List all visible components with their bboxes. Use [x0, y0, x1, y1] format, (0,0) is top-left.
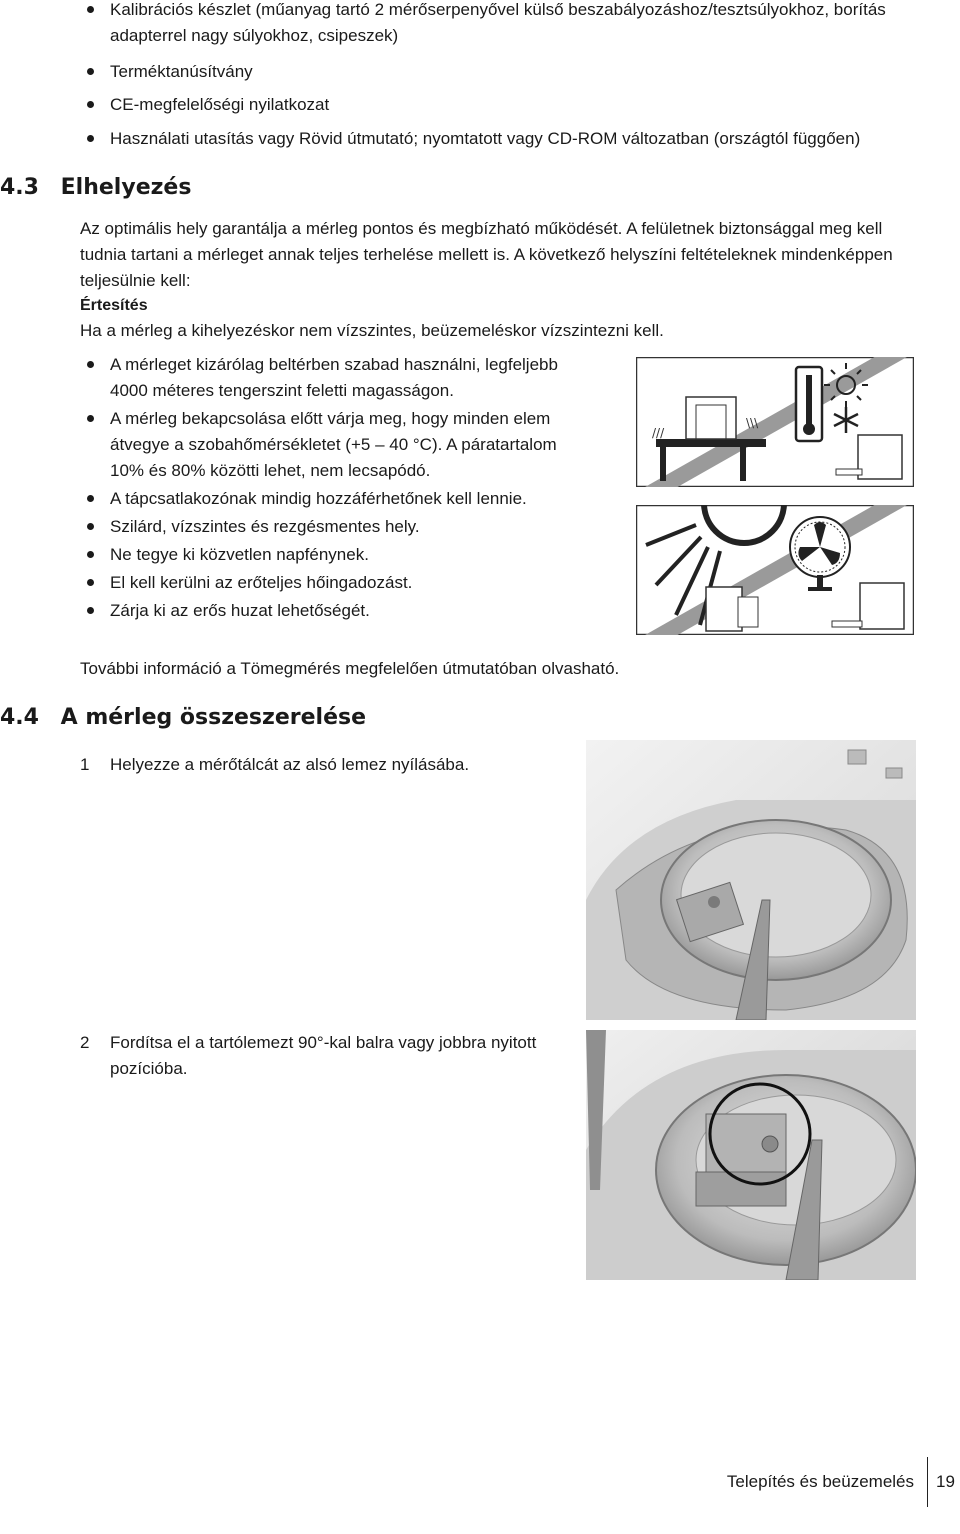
list-item: A mérleg bekapcsolása előtt várja meg, hogy minden elem átvegye a szobahőmérsékletet (+5 – 40 °C). A páratartalom 10% és 80% közötti lehet, nem lecsapódó. [110, 406, 585, 484]
section-number: 4.4 [0, 705, 39, 730]
list-item: Ne tegye ki közvetlen napfénynek. [110, 542, 585, 568]
section-title: A mérleg összeszerelése [60, 705, 367, 730]
footer-divider [927, 1457, 928, 1507]
accessories-list [110, 0, 940, 152]
section-title: Elhelyezés [60, 175, 192, 200]
list-item: Terméktanúsítvány [110, 59, 940, 85]
notice-title: Értesítés [80, 297, 148, 314]
intro-paragraph: Az optimális hely garantálja a mérleg pontos és megbízható működését. A felületnek biztonsággal meg kell tudnia tartani a mérleget annak teljes terhelése mellett is. A következő helyszíni feltételeknek mindenképpen teljesülnie kell: [80, 219, 893, 290]
holder-plate-rotation-photo [586, 1030, 916, 1280]
list-item: El kell kerülni az erőteljes hőingadozást. [110, 570, 585, 596]
weighing-pan-photo [586, 740, 916, 1020]
step-number: 2 [80, 1033, 90, 1052]
list-item: Szilárd, vízszintes és rezgésmentes hely. [110, 514, 585, 540]
notice-text: Ha a mérleg a kihelyezéskor nem vízszintes, beüzemeléskor vízszintezni kell. [80, 321, 664, 340]
step-text: Fordítsa el a tartólemezt 90°-kal balra vagy jobbra nyitott pozícióba. [110, 1033, 537, 1078]
placement-conditions-list [110, 352, 585, 624]
list-item: Használati utasítás vagy Rövid útmutató; nyomtatott vagy CD-ROM változatban (országtól függően) [110, 126, 940, 152]
svg-text:///: /// [652, 426, 665, 440]
svg-text:\\\: \\\ [746, 416, 759, 430]
vibration-temperature-illustration [636, 357, 914, 487]
section-number: 4.3 [0, 175, 39, 200]
step-number: 1 [80, 755, 90, 774]
list-item: Zárja ki az erős huzat lehetőségét. [110, 598, 585, 624]
section-heading-4-4 [0, 704, 500, 732]
list-item: A mérleget kizárólag beltérben szabad használni, legfeljebb 4000 méteres tengerszint feletti magasságon. [110, 352, 585, 404]
list-item: A tápcsatlakozónak mindig hozzáférhetőnek kell lennie. [110, 486, 585, 512]
more-info-text: További információ a Tömegmérés megfelelően útmutatóban olvasható. [80, 659, 620, 678]
sunlight-draft-illustration [636, 505, 914, 635]
page-number: 19 [936, 1472, 955, 1491]
step-text: Helyezze a mérőtálcát az alsó lemez nyílásába. [110, 755, 470, 774]
footer-chapter: Telepítés és beüzemelés [726, 1472, 914, 1491]
section-heading-4-3 [0, 174, 400, 202]
list-item: CE-megfelelőségi nyilatkozat [110, 92, 940, 118]
list-item: Kalibrációs készlet (műanyag tartó 2 mérőserpenyővel külső beszabályozáshoz/tesztsúlyokhoz, borítás adapterrel nagy súlyokhoz, csipeszek) [110, 0, 940, 49]
